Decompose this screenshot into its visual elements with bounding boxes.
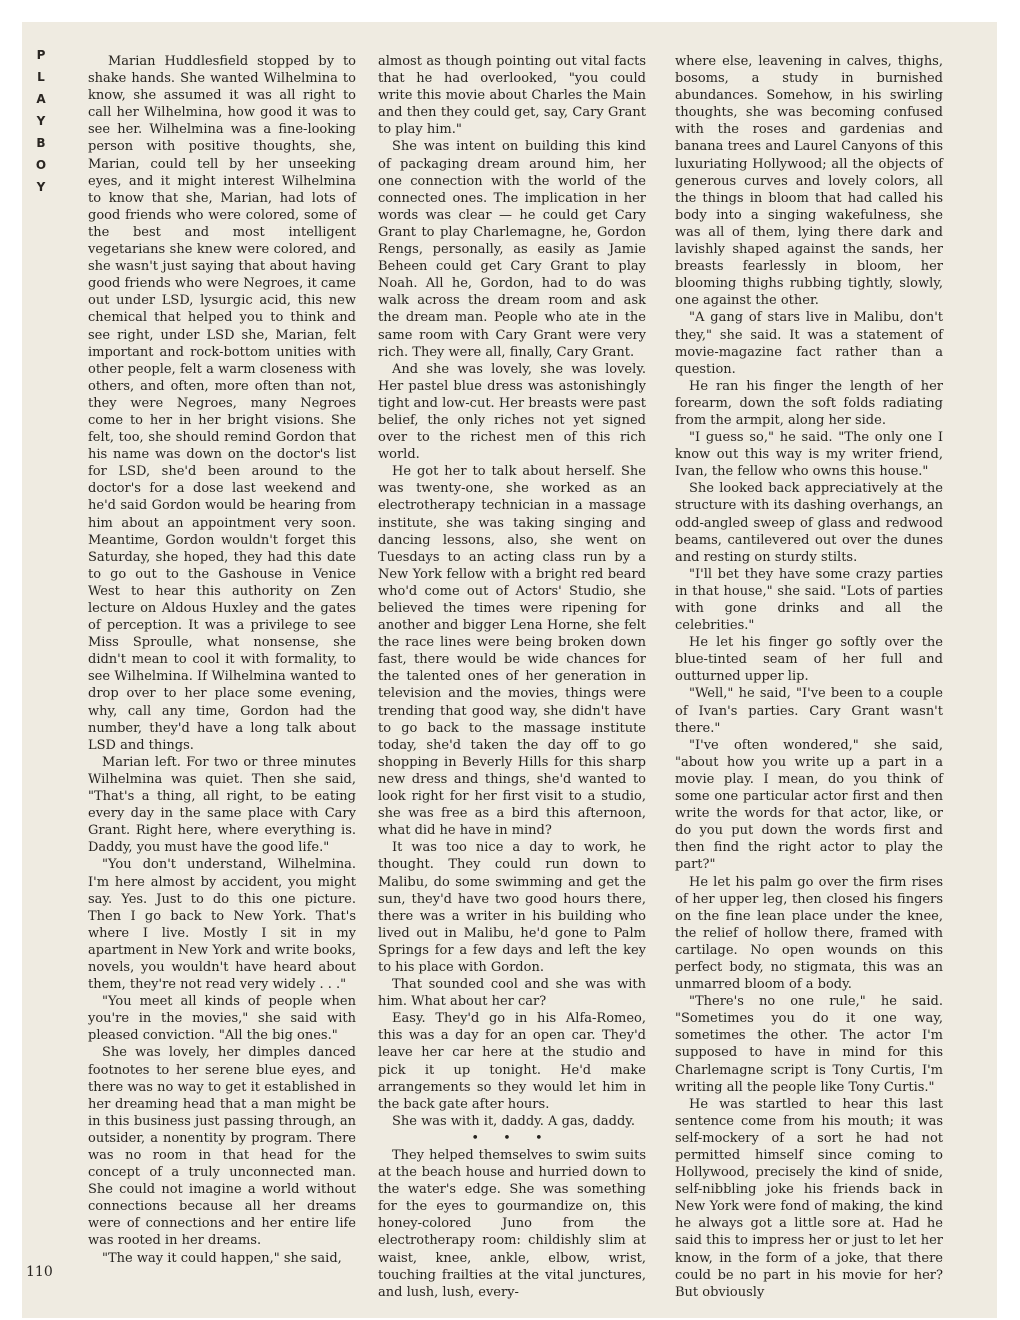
masthead-letter: A bbox=[36, 92, 46, 106]
paragraph: And she was lovely, she was lovely. Her pastel blue dress was astonishingly tight and low-cut. Her breasts were past belief, the only riches not yet signed over to the richest men of this rich world. bbox=[378, 361, 646, 463]
paragraph: Easy. They'd go in his Alfa-Romeo, this was a day for an open car. They'd leave her car here at the studio and pick it up tonight. He'd make arrangements so they would let him in the back gate after hours. bbox=[378, 1011, 646, 1112]
paragraph: She was with it, daddy. A gas, daddy. bbox=[392, 1113, 636, 1129]
paragraph: It was too nice a day to work, he thought. They could run down to Malibu, do some swimming and get the sun, they'd have two good hours there, there was a writer in his building who lived out in Malibu, he'd gone to Palm Springs for a few days and left the key to his place with Gordon. bbox=[378, 840, 646, 975]
text-column-1 bbox=[88, 53, 356, 1267]
paragraph: They helped themselves to swim suits at the beach house and hurried down to the water's edge. She was something for the eyes to gourmandize on, this honey-colored Juno from the electrotherapy room: childishly slim at waist, knee, ankle, elbow, wrist, touching frailties at the vital junctures, and lush, lush, every- bbox=[378, 1148, 646, 1300]
paragraph: "There's no one rule," he said. "Sometimes you do it one way, sometimes the other. The actor I'm supposed to have in mind for this Charlemagne script is Tony Curtis, I'm writing all the people like Tony Curtis." bbox=[675, 994, 943, 1095]
masthead-letter: Y bbox=[36, 114, 46, 128]
paragraph: "I've often wondered," she said, "about how you write up a part in a movie play. I mean, do you think of some one particular actor first and then write the words for that actor, like, or do you put down the words first and then find the right actor to play the part?" bbox=[675, 737, 943, 873]
text-column-2 bbox=[378, 53, 646, 1301]
paragraph: She was intent on building this kind of packaging dream around him, her one connection with the world of the connected ones. The implication in her words was clear — he could get Cary Grant to play Charlemagne, he, Gordon Rengs, personally, as easily as Jamie Beheen could get Cary Grant to play Noah. All he, Gordon, had to do was walk across the dream room and ask the dream man. People who ate in the same room with Cary Grant were very rich. They were all, finally, Cary Grant. bbox=[378, 139, 646, 360]
paragraph: "You don't understand, Wilhelmina. I'm here almost by accident, you might say. Yes. Just to do this one picture. Then I go back to New York. That's where I live. Mostly I sit in my apartment in New York and write books, novels, you wouldn't have heard about them, they're not read very widely . . ." bbox=[88, 857, 356, 993]
paragraph: "Well," he said, "I've been to a couple of Ivan's parties. Cary Grant wasn't there." bbox=[675, 686, 943, 736]
paragraph: He got her to talk about herself. She was twenty-one, she worked as an electrotherapy technician in a massage institute, she was taking singing and dancing lessons, also, she went on Tuesdays to an acting class run by a New York fellow with a bright red beard who'd come out of Actors' Studio, she believed the times were ripening for another and bigger Lena Horne, she felt the race lines were being broken down fast, there would be wide chances for the talented ones of her generation in television and the movies, things were trending that good way, she didn't have to go back to the massage institute today, she'd taken the day off to go shopping in Beverly Hills for this sharp new dress and things, she'd wanted to look right for her first visit to a studio, she was free as a bird this afternoon, what did he have in mind? bbox=[378, 464, 646, 839]
paragraph: He was startled to hear this last sentence come from his mouth; it was self-mockery of a sort he had not permitted himself since coming to Hollywood, precisely the kind of snide, self-nibbling joke his friends back in New York were fond of making, the kind he always got a little sore at. Had he said this to impress her or just to let her know, in the form of a joke, that there could be no part in his movie for her? But obviously bbox=[675, 1096, 943, 1300]
page-number: 110 bbox=[26, 1264, 53, 1280]
masthead-letter: Y bbox=[36, 180, 46, 194]
paragraph: "I guess so," he said. "The only one I know out this way is my writer friend, Ivan, the fellow who owns this house." bbox=[675, 430, 943, 480]
section-break: • • • bbox=[471, 1130, 553, 1146]
paragraph: "The way it could happen," she said, bbox=[102, 1250, 342, 1266]
masthead-letter: O bbox=[35, 158, 47, 172]
paragraph: Marian Huddlesfield stopped by to shake hands. She wanted Wilhelmina to know, she assumed it was all right to call her Wilhelmina, how good it was to see her. Wilhelmina was a fine-looking person with positive thoughts, she, Marian, could tell by her unseeking eyes, and it might interest Wilhelmina to know that she, Marian, had lots of good friends who were colored, some of the best and most intelligent vegetarians she knew were colored, and she wasn't just saying that about having good friends who were Negroes, it came out under LSD, lysurgic acid, this new chemical that helped you to think and see right, under LSD she, Marian, felt important and rock-bottom unities with other people, felt a warm closeness with others, and often, more often than not, they were Negroes, many Negroes come to her in her bright visions. She felt, too, she should remind Gordon that his name was down on the doctor's list for LSD, she'd been around to the doctor's for a dose last weekend and he'd said Gordon would be hearing from him about an appointment very soon. Meantime, Gordon wouldn't forget this Saturday, she hoped, they had this date to go out to the Gashouse in Venice West to hear this authority on Zen lecture on Aldous Huxley and the gates of perception. It was a privilege to see Miss Sproulle, what nonsense, she didn't mean to cool it with formality, to see Wilhelmina. If Wilhelmina wanted to drop over to her place some evening, why, call any time, Gordon had the number, they'd have a long talk about LSD and things. bbox=[88, 54, 356, 753]
paragraph: almost as though pointing out vital facts that he had overlooked, "you could write this movie about Charles the Main and then they could get, say, Cary Grant to play him." bbox=[378, 54, 646, 138]
masthead-letter: L bbox=[37, 70, 45, 84]
paragraph: "You meet all kinds of people when you're in the movies," she said with pleased conviction. "All the big ones." bbox=[88, 994, 356, 1044]
paragraph: "I'll bet they have some crazy parties in that house," she said. "Lots of parties with gone drinks and all the celebrities." bbox=[675, 566, 943, 634]
masthead-letter: P bbox=[36, 48, 46, 62]
paragraph: Marian left. For two or three minutes Wilhelmina was quiet. Then she said, "That's a thing, all right, to be eating every day in the same place with Cary Grant. Right here, where everything is. Daddy, you must have the good life." bbox=[88, 754, 356, 856]
paragraph: She looked back appreciatively at the structure with its dashing overhangs, an odd-angled sweep of glass and redwood beams, cantilevered out over the dunes and resting on sturdy stilts. bbox=[675, 481, 943, 565]
paragraph: where else, leavening in calves, thighs, bosoms, a study in burnished abundances. Somehow, in his swirling thoughts, she was becoming confused with the roses and gardenias and banana trees and Laurel Canyons of this luxuriating Hollywood; all the objects of generous curves and lovely colors, all the things in bloom that had called his body into a singing wakefulness, she was all of them, lying there dark and lavishly shaped against the sands, her breasts fearlessly in bloom, her blooming thighs rubbing tightly, slowly, one against the other. bbox=[675, 54, 943, 309]
paragraph: He ran his finger the length of her forearm, down the soft folds radiating from the armpit, along her side. bbox=[675, 378, 943, 428]
paragraph: He let his palm go over the firm rises of her upper leg, then closed his fingers on the fine lean place under the knee, the relief of hollow there, framed with cartilage. No open wounds on this perfect body, no stigmata, this was an unmarred bloom of a body. bbox=[675, 874, 943, 993]
paragraph: She was lovely, her dimples danced footnotes to her serene blue eyes, and there was no way to get it established in her dreaming head that a man might be in this business just passing through, an outsider, a nonentity by program. There was no room in that head for the concept of a truly unconnected man. She could not imagine a world without connections because all her dreams were of connections and her entire life was rooted in her dreams. bbox=[88, 1045, 356, 1249]
text-column-3 bbox=[675, 53, 943, 1301]
magazine-page bbox=[22, 22, 997, 1318]
masthead-letter: B bbox=[36, 136, 46, 150]
paragraph: "A gang of stars live in Malibu, don't they," she said. It was a statement of movie-magazine fact rather than a question. bbox=[675, 310, 943, 377]
masthead bbox=[29, 44, 53, 198]
paragraph: He let his finger go softly over the blue-tinted seam of her full and outturned upper lip. bbox=[675, 635, 943, 685]
paragraph: That sounded cool and she was with him. What about her car? bbox=[378, 977, 646, 1010]
